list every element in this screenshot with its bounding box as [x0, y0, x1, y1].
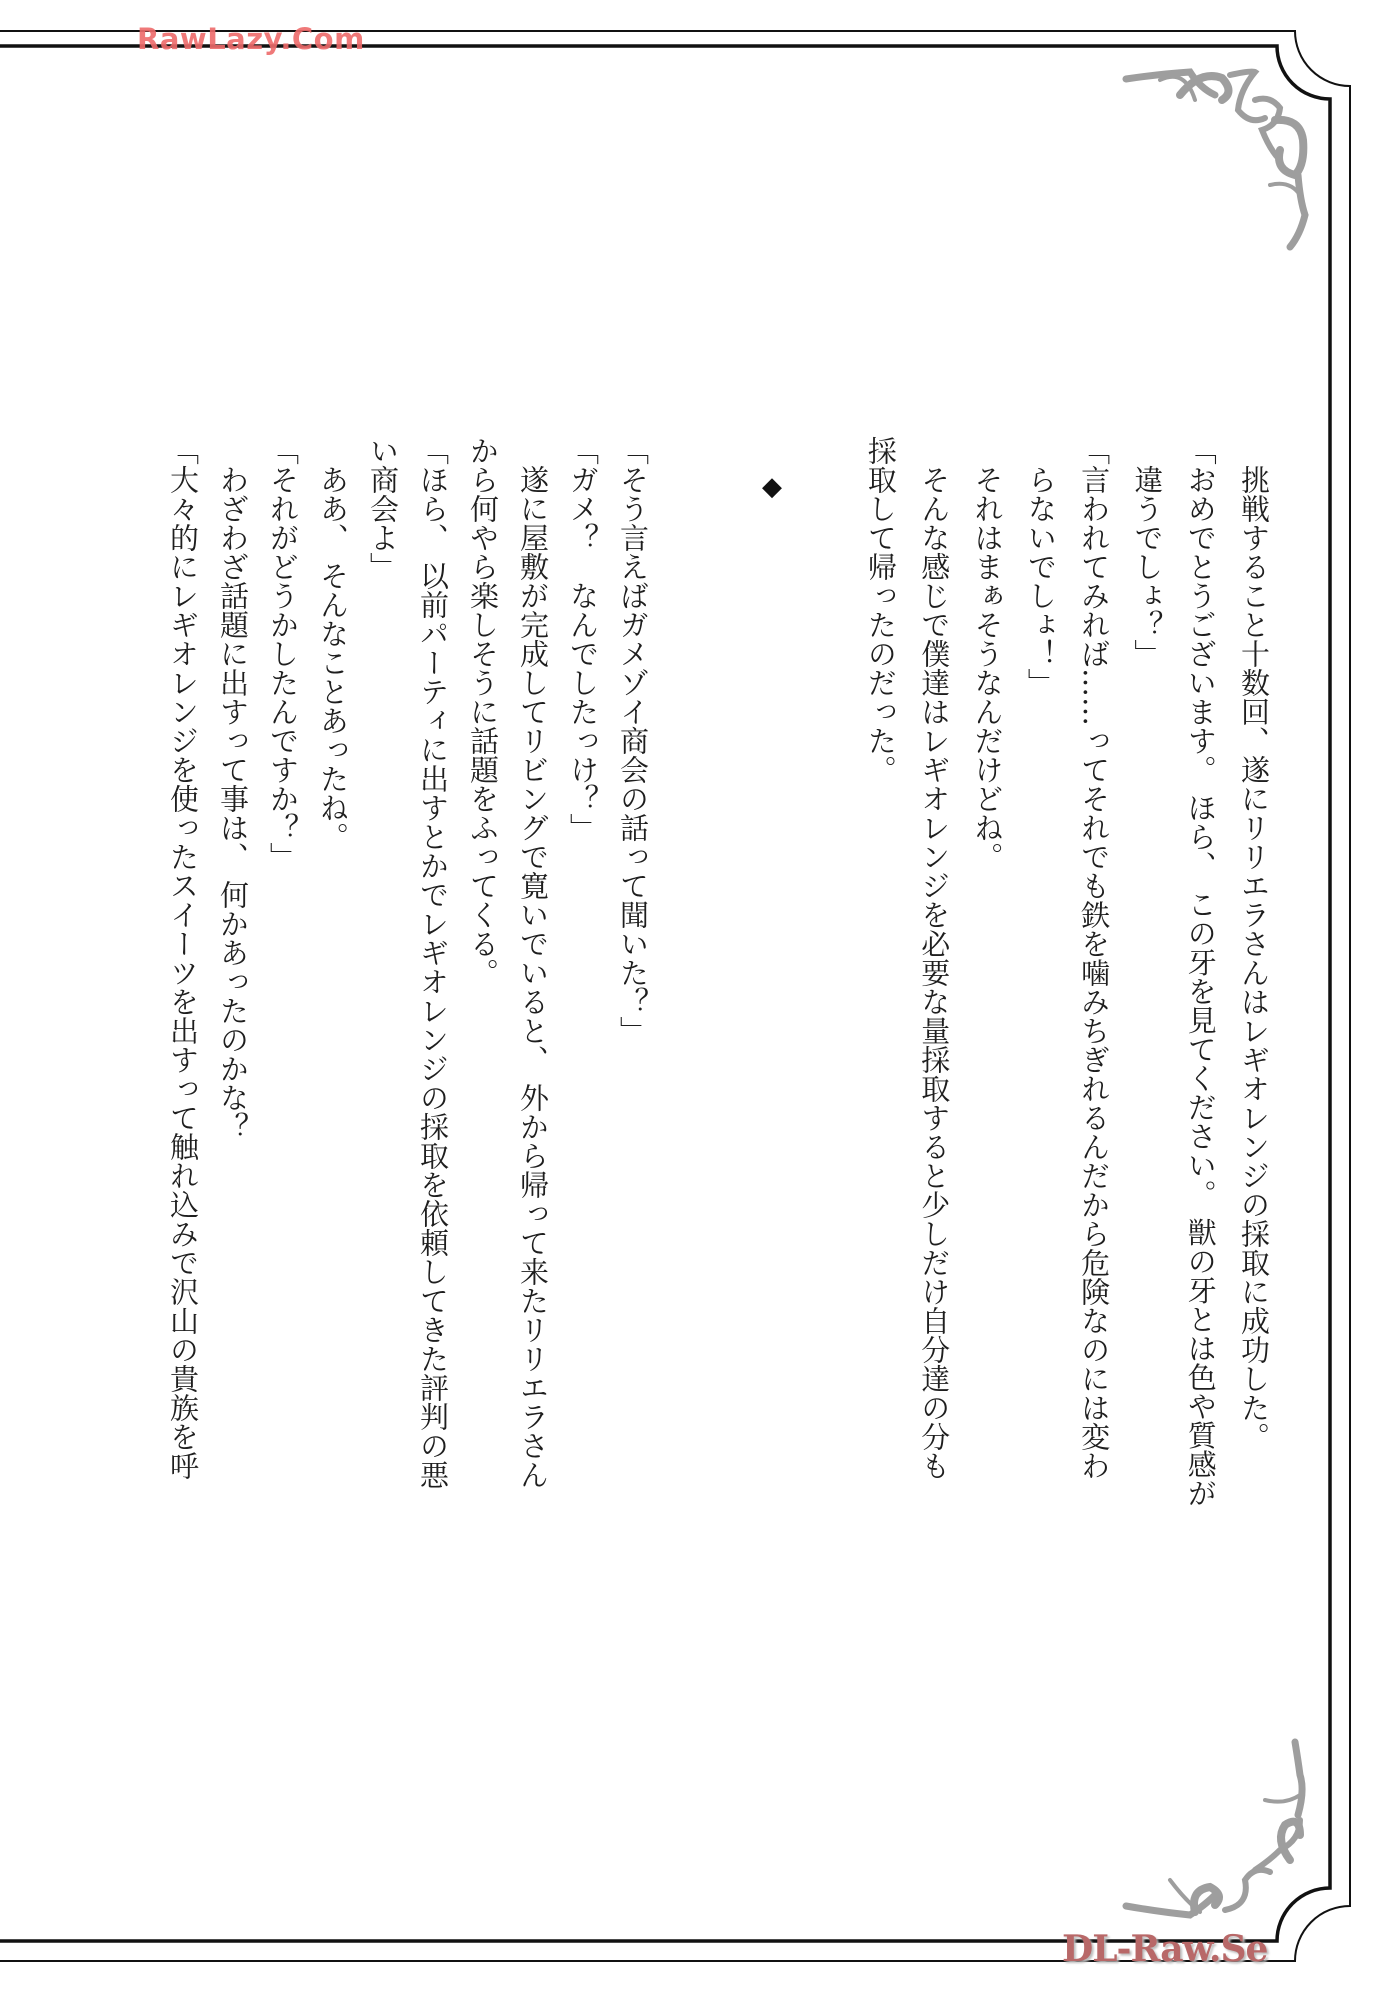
- text-column: そんな感じで僕達はレギオレンジを必要な量採取すると少しだけ自分達の分も: [917, 436, 952, 1480]
- text-column: 「言われてみれば……ってそれでも鉄を噛みちぎれるんだから危険なのには変わ: [1077, 436, 1112, 1480]
- text-column: 遂に屋敷が完成してリビングで寛いでいると、 外から帰って来たリリエラさん: [516, 436, 550, 1490]
- text-column: 「ほら、 以前パーティに出すとかでレギオレンジの採取を依頼してきた評判の悪: [416, 436, 450, 1490]
- text-column: 「おめでとうございます。 ほら、 この牙を見てください。 獣の牙とは色や質感が: [1183, 436, 1218, 1508]
- text-column: 「ガメ？ なんでしたっけ？」: [566, 436, 600, 842]
- corner-ornament-top-right: [1126, 71, 1305, 247]
- scene-break-diamond: ◆: [762, 472, 782, 502]
- watermark-bottom: DL-Raw.Se: [1062, 1928, 1268, 1970]
- text-block-left: [158, 436, 658, 1489]
- text-block-right: [854, 436, 1280, 1508]
- text-column: 挑戦すること十数回、遂にリリエラさんはレギオレンジの採取に成功した。: [1237, 436, 1271, 1451]
- corner-ornament-bottom-right: [1126, 1742, 1302, 1915]
- text-column: ああ、 そんなことあったね。: [316, 436, 350, 852]
- text-column: 「大々的にレギオレンジを使ったスイーツを出すって触れ込みで沢山の貴族を呼: [166, 436, 200, 1480]
- text-column: わざわざ話題に出すって事は、 何かあったのかな？: [216, 436, 250, 1142]
- text-column: 違うでしょ？」: [1130, 436, 1165, 668]
- text-column: らないでしょ！」: [1023, 436, 1058, 697]
- text-column: 「そう言えばガメゾイ商会の話って聞いた？」: [616, 436, 650, 1045]
- text-column: い商会よ」: [366, 436, 400, 581]
- watermark-top: RawLazy.Com: [137, 22, 365, 56]
- text-column: 「それがどうかしたんですか？」: [266, 436, 300, 871]
- text-column: 採取して帰ったのだった。: [863, 436, 898, 784]
- text-column: それはまぁそうなんだけどね。: [970, 436, 1005, 871]
- text-column: から何やら楽しそうに話題をふってくる。: [466, 436, 500, 987]
